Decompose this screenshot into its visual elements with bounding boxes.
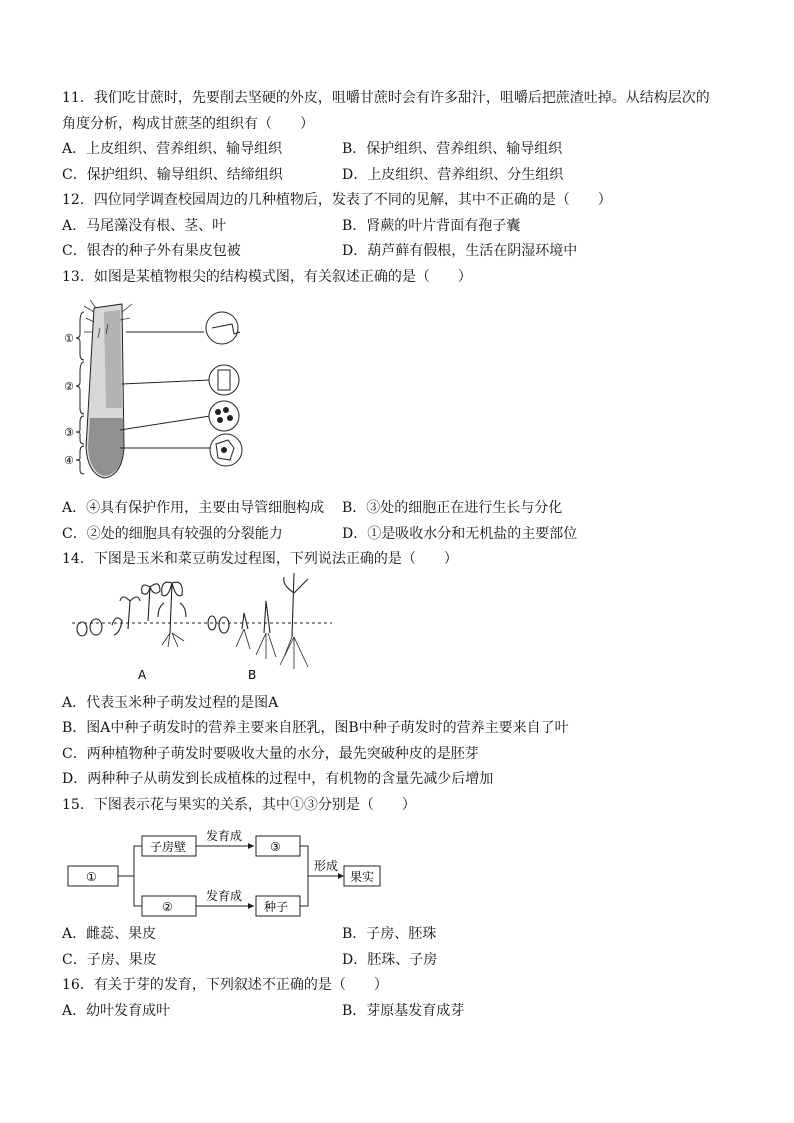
q15-option-a[interactable]: A．雌蕊、果皮	[62, 926, 157, 942]
q13-option-a[interactable]: A．④具有保护作用，主要由导管细胞构成	[62, 500, 325, 516]
q13-option-c[interactable]: C．②处的细胞具有较强的分裂能力	[62, 525, 283, 542]
q15-options-row2	[62, 948, 742, 974]
flower-fruit-figure	[62, 818, 742, 922]
q16-option-a[interactable]: A．幼叶发育成叶	[62, 1002, 171, 1019]
q15-option-d[interactable]: D．胚珠、子房	[342, 951, 438, 968]
q15-option-c[interactable]: C．子房、果皮	[62, 951, 157, 968]
q13-option-b[interactable]: B．③处的细胞正在进行生长与分化	[342, 500, 563, 516]
q14-option-a[interactable]: A．代表玉米种子萌发过程的是图A	[62, 694, 279, 711]
q12-option-a[interactable]: A．马尾藻没有根、茎、叶	[62, 217, 227, 234]
arrow-develop-2: 发育成	[206, 889, 243, 903]
q12-options-row1	[62, 214, 742, 240]
q15-option-b[interactable]: B．子房、胚珠	[342, 926, 437, 942]
q13-stem: 13．如图是某植物根尖的结构模式图，有关叙述正确的是（ ）	[62, 268, 472, 285]
q15-options-row1	[62, 922, 742, 948]
q11-option-d[interactable]: D．上皮组织、营养组织、分生组织	[342, 166, 564, 183]
q15-stem: 15．下图表示花与果实的关系，其中①③分别是（ ）	[62, 796, 416, 813]
arrow-form: 形成	[314, 859, 339, 873]
q11-stem: 11．我们吃甘蔗时，先要削去坚硬的外皮，咀嚼甘蔗时会有许多甜汁，咀嚼后把蔗渣吐掉。从结构层次的角度分析，构成甘蔗茎的组织有（ ）	[62, 90, 710, 132]
q13-options-row1	[62, 496, 742, 522]
q11-option-b[interactable]: B．保护组织、营养组织、输导组织	[342, 141, 563, 157]
arrow-develop-1: 发育成	[206, 829, 243, 843]
fig-b-label: B	[248, 667, 257, 682]
q11-options-row1	[62, 137, 742, 163]
label-3: ③	[64, 426, 74, 439]
box-ovary-wall: 子房壁	[150, 840, 187, 854]
q12-options-row2	[62, 239, 742, 265]
root-tip-diagram	[64, 298, 284, 498]
flower-fruit-diagram	[66, 824, 406, 924]
box-fruit: 果实	[350, 870, 375, 884]
q11-options-row2	[62, 163, 742, 189]
q14-option-c[interactable]: C．两种植物种子萌发时要吸收大量的水分，最先突破种皮的是胚芽	[62, 745, 479, 762]
germination-diagram	[72, 573, 352, 689]
q13-options-row2	[62, 522, 742, 548]
box-2: ②	[162, 900, 173, 914]
q16-options-row1	[62, 999, 742, 1025]
q12-option-c[interactable]: C．银杏的种子外有果皮包被	[62, 243, 241, 259]
label-4: ④	[64, 454, 74, 467]
box-1: ①	[86, 870, 97, 884]
q16-option-b[interactable]: B．芽原基发育成芽	[342, 1002, 465, 1019]
fig-a-label: A	[138, 667, 147, 682]
label-2: ②	[64, 380, 74, 393]
q16-stem: 16．有关于芽的发育，下列叙述不正确的是（ ）	[62, 977, 388, 993]
q11-option-a[interactable]: A．上皮组织、营养组织、输导组织	[62, 141, 283, 157]
q13-option-d[interactable]: D．①是吸收水分和无机盐的主要部位	[342, 525, 578, 542]
q11-option-c[interactable]: C．保护组织、输导组织、结缔组织	[62, 166, 283, 183]
root-tip-figure	[62, 290, 742, 496]
q12-option-b[interactable]: B．肾蕨的叶片背面有孢子囊	[342, 217, 521, 234]
q12-option-d[interactable]: D．葫芦藓有假根，生活在阴湿环境中	[342, 243, 578, 259]
q14-stem: 14．下图是玉米和菜豆萌发过程图，下列说法正确的是（ ）	[62, 551, 458, 567]
q14-option-d[interactable]: D．两种种子从萌发到长成植株的过程中，有机物的含量先减少后增加	[62, 771, 494, 787]
box-3: ③	[270, 840, 281, 854]
label-1: ①	[64, 332, 74, 345]
box-seed: 种子	[264, 900, 289, 914]
q12-stem: 12．四位同学调查校园周边的几种植物后，发表了不同的见解，其中不正确的是（ ）	[62, 192, 612, 208]
exam-page	[62, 86, 742, 1024]
germination-figure	[62, 573, 742, 691]
q14-option-b[interactable]: B．图A中种子萌发时的营养主要来自胚乳，图B中种子萌发时的营养主要来自了叶	[62, 720, 569, 736]
